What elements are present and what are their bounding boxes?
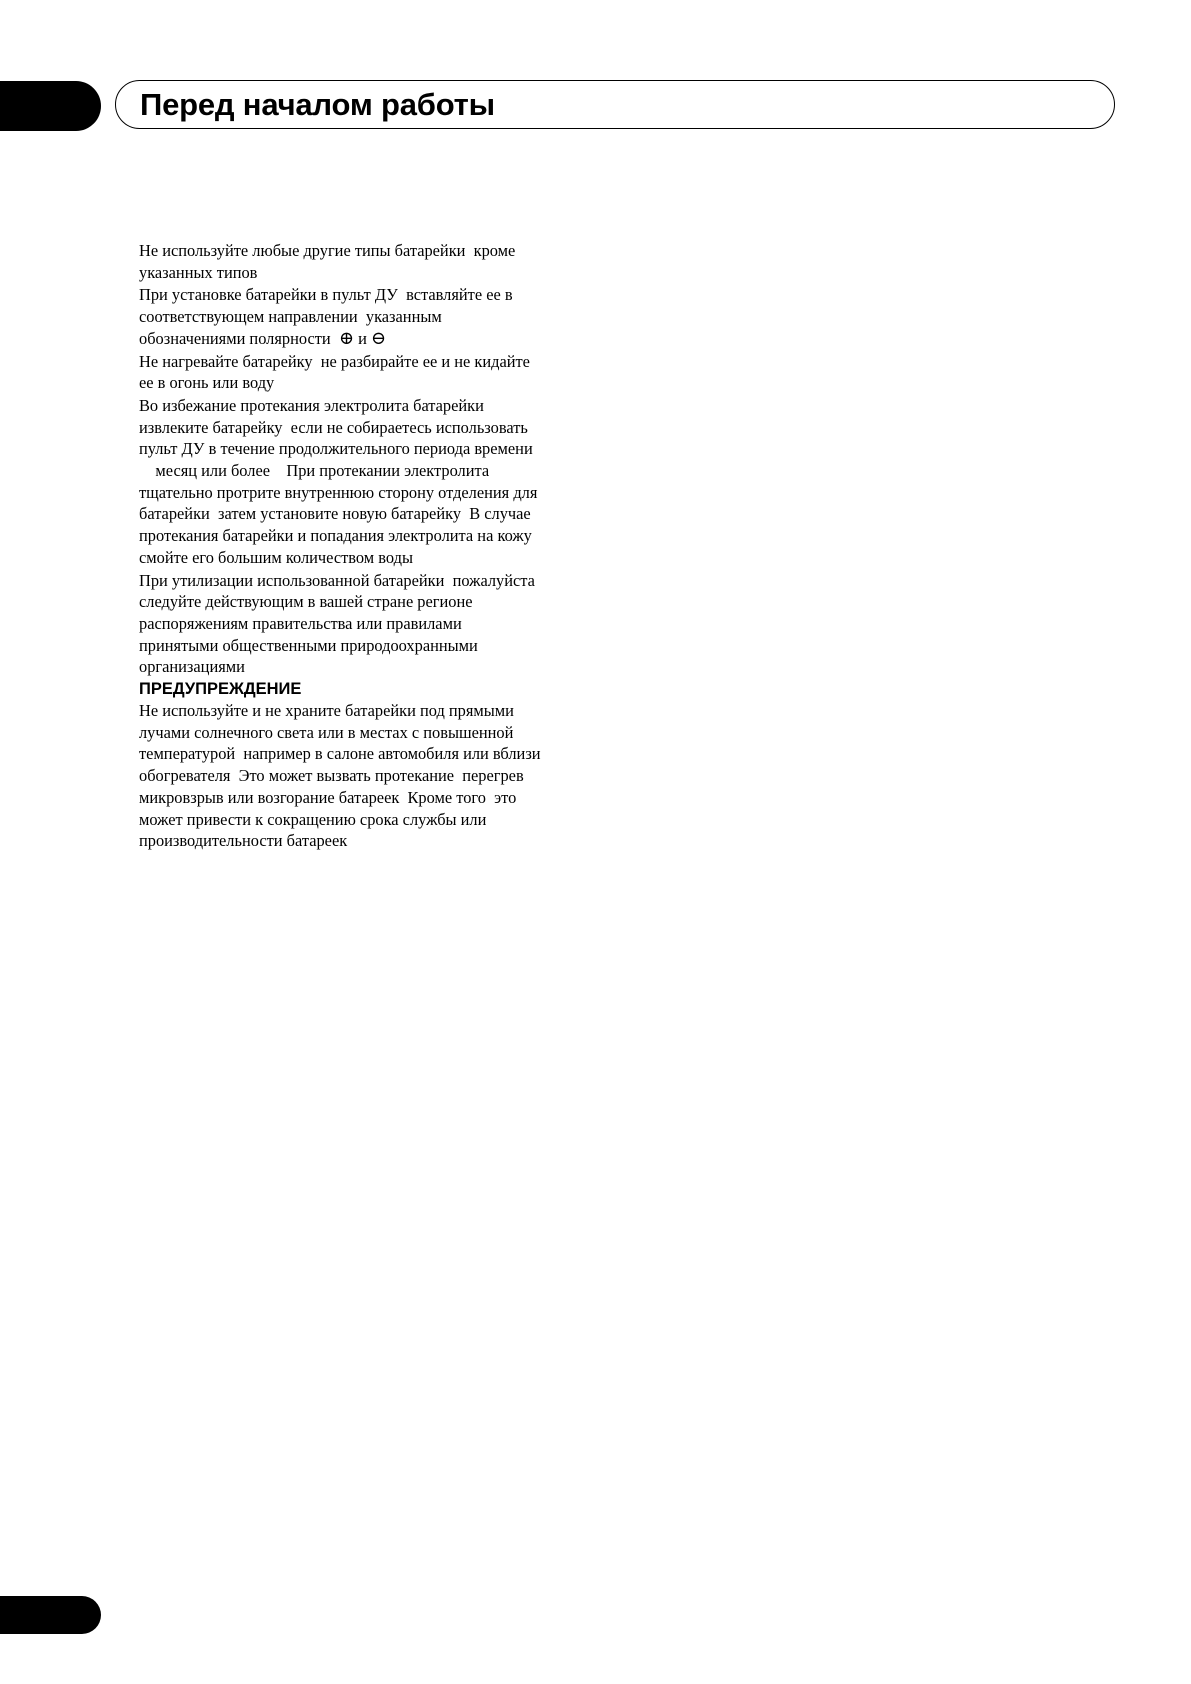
battery-note-leakage: Во избежание протекания электролита батарейки извлеките батарейку если не собираетесь использовать пульт ДУ в течение продолжительного периода времени месяц или более При протекании электролита тщательно протрите внутреннюю сторону отделения для батарейки затем установите новую батарейку В случае протекания батарейки и попадания электролита на кожу смойте его большим количеством воды bbox=[139, 395, 538, 567]
chapter-tab bbox=[0, 81, 101, 131]
battery-precautions bbox=[139, 240, 599, 853]
plus-polarity-icon: ⊕ bbox=[338, 327, 354, 348]
warning-text: Не используйте и не храните батарейки под прямыми лучами солнечного света или в местах с повышенной температурой например в салоне автомобиля или вблизи обогревателя Это может вызвать протекание перегрев микровзрыв или возгорание батареек Кроме того это может привести к сокращению срока службы или производительности батареек bbox=[139, 701, 541, 851]
battery-note-insertion bbox=[139, 284, 599, 349]
warning-heading: ПРЕДУПРЕЖДЕНИЕ bbox=[139, 680, 302, 699]
page-number-tab bbox=[0, 1596, 101, 1634]
polarity-line bbox=[139, 328, 599, 350]
polarity-label: обозначениями полярности bbox=[139, 328, 331, 348]
battery-note-heat: Не нагревайте батарейку не разбирайте ее и не кидайте ее в огонь или воду bbox=[139, 351, 530, 393]
battery-note-types: Не используйте любые другие типы батарейки кроме указанных типов bbox=[139, 241, 516, 282]
battery-note-disposal: При утилизации использованной батарейки пожалуйста следуйте действующим в вашей стране регионе распоряжениям правительства или правилами принятыми общественными природоохранными организациями bbox=[139, 570, 535, 677]
polarity-conjunction: и bbox=[358, 328, 367, 348]
minus-polarity-icon: ⊖ bbox=[370, 327, 387, 348]
battery-note-insertion-text: При установке батарейки в пульт ДУ вставляйте ее в соответствующем направлении указанным bbox=[139, 285, 513, 327]
page-title: Перед началом работы bbox=[140, 87, 495, 122]
